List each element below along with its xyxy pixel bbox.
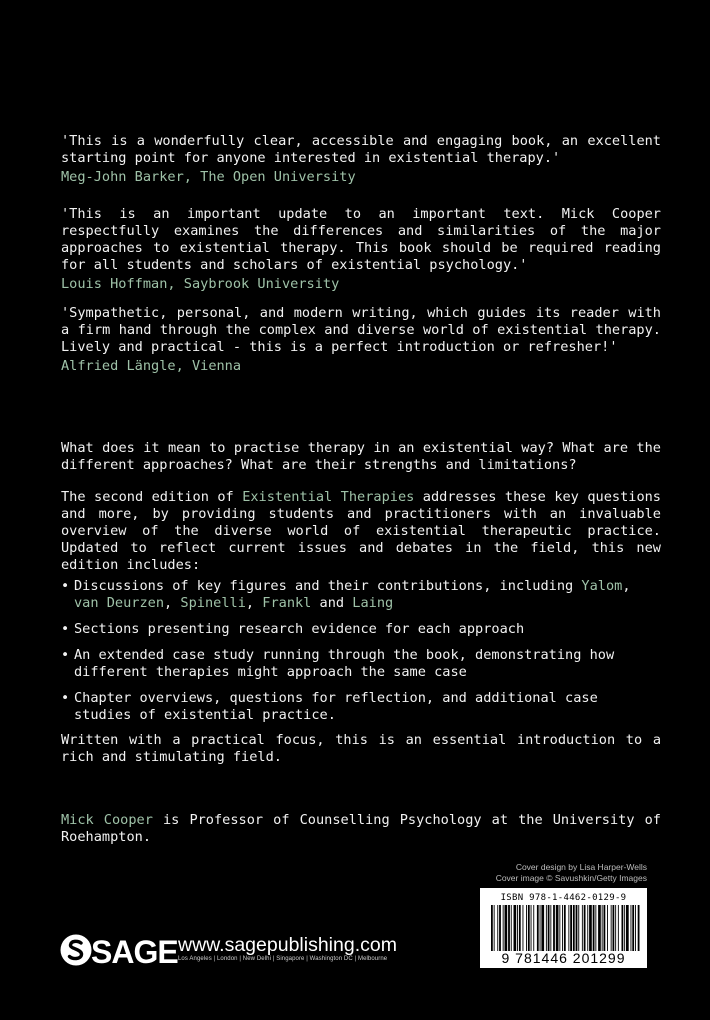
barcode-bar — [514, 905, 517, 951]
barcode-bar — [604, 905, 606, 951]
cover-image-credit: Cover image © Savushkin/Getty Images — [495, 873, 647, 883]
barcode-bar — [638, 905, 640, 951]
barcode-bar — [607, 905, 608, 951]
barcode-bar — [519, 905, 521, 951]
barcode-bar — [624, 905, 625, 951]
barcode-bar — [491, 905, 493, 951]
second-edition-text — [61, 489, 661, 574]
ean-number: 9 781446 201299 — [501, 950, 626, 966]
barcode-bar — [528, 905, 530, 951]
publisher-cities: Los Angeles | London | New Delhi | Singapore | Washington DC | Melbourne — [178, 956, 388, 962]
second-edition-prefix: The second edition of — [61, 489, 243, 505]
bullet-3-text: An extended case study running through the book, demonstrating how different therapies might approach the same case — [74, 647, 615, 680]
barcode-bar — [615, 905, 616, 951]
barcode-bar — [550, 905, 551, 951]
barcode-bar — [568, 905, 569, 951]
publisher-url: www.sagepublishing.com — [178, 934, 397, 956]
separator: , — [622, 578, 631, 594]
barcode-bar — [564, 905, 566, 951]
quote-attribution: Alfried Längle, Vienna — [61, 358, 242, 374]
features-list — [61, 578, 661, 724]
barcode-bar — [582, 905, 583, 951]
barcode-bar — [511, 905, 512, 951]
isbn-label: ISBN 978-1-4462-0129-9 — [500, 893, 627, 903]
sage-logo-text: SAGE — [91, 934, 178, 968]
quote-attribution: Meg-John Barker, The Open University — [61, 169, 356, 185]
barcode-bar — [540, 905, 541, 951]
barcode-bar — [562, 905, 563, 951]
intro-text: What does it mean to practise therapy in an existential way? What are the different approaches? What are their strengths and limitations? — [61, 440, 661, 473]
barcode-bar — [548, 905, 550, 951]
barcode-bar — [508, 905, 510, 951]
barcode-bar — [546, 905, 547, 951]
closing-text: Written with a practical focus, this is an essential introduction to a rich and stimulating field. — [61, 732, 661, 765]
bullet-2-text: Sections presenting research evidence for each approach — [74, 621, 525, 637]
name-frankl: Frankl — [262, 595, 312, 611]
quote-text: 'This is an important update to an important text. Mick Cooper respectfully examines the differences and similarities of the major approaches to existential therapy. This book should be required reading for all students and scholars of existential psychology.' — [61, 206, 661, 273]
author-name: Mick Cooper — [61, 812, 153, 828]
quote-attribution: Louis Hoffman, Saybrook University — [61, 276, 340, 292]
list-item — [61, 647, 661, 681]
barcode-bar — [595, 905, 596, 951]
barcode-bar — [635, 905, 636, 951]
quote-1 — [61, 133, 661, 186]
barcode-bar — [517, 905, 518, 951]
quote-3 — [61, 305, 661, 375]
list-item — [61, 690, 661, 724]
barcode-bar — [593, 905, 595, 951]
barcode-bar — [541, 905, 544, 951]
barcode-bar — [632, 905, 634, 951]
barcode — [480, 888, 647, 968]
second-edition-suffix: addresses these key questions and more, by providing students and practitioners with an invaluable overview of the diverse world of existential therapeutic practice. Updated to reflect current issues and debates in the field, this new edition includes: — [61, 489, 661, 573]
barcode-bar — [589, 905, 592, 951]
barcode-bar — [613, 905, 615, 951]
cover-credits — [496, 862, 647, 884]
barcode-bar — [611, 905, 612, 951]
barcode-bar — [602, 905, 603, 951]
sage-logo — [59, 932, 181, 968]
quote-text: 'This is a wonderfully clear, accessible and engaging book, an excellent starting point for anyone interested in existential therapy.' — [61, 133, 661, 166]
barcode-bar — [570, 905, 572, 951]
list-item — [61, 621, 661, 638]
barcode-bar — [631, 905, 632, 951]
barcode-bar — [537, 905, 539, 951]
name-van-deurzen: van Deurzen — [74, 595, 165, 611]
barcode-bar — [523, 905, 524, 951]
barcode-bars — [490, 905, 640, 951]
barcode-bar — [578, 905, 579, 951]
barcode-bar — [584, 905, 586, 951]
barcode-bar — [499, 905, 501, 951]
barcode-bar — [618, 905, 619, 951]
quote-2 — [61, 206, 661, 293]
barcode-bar — [531, 905, 532, 951]
barcode-bar — [587, 905, 588, 951]
second-edition-paragraph — [61, 489, 661, 574]
name-yalom: Yalom — [581, 578, 623, 594]
barcode-bar — [505, 905, 508, 951]
list-item — [61, 578, 661, 612]
author-bio-text — [61, 812, 661, 846]
barcode-bar — [622, 905, 624, 951]
name-laing: Laing — [352, 595, 394, 611]
author-description: is Professor of Counselling Psychology at the University of Roehampton. — [61, 812, 661, 845]
barcode-bar — [497, 905, 498, 951]
barcode-bar — [533, 905, 534, 951]
separator: , — [164, 595, 181, 611]
closing-paragraph — [61, 732, 661, 766]
separator: , — [245, 595, 263, 611]
barcode-bar — [494, 905, 495, 951]
barcode-bar — [556, 905, 559, 951]
barcode-bar — [598, 905, 601, 951]
barcode-bar — [526, 905, 527, 951]
barcode-bar — [573, 905, 575, 951]
cover-design-credit: Cover design by Lisa Harper-Wells — [515, 862, 647, 872]
name-spinelli: Spinelli — [180, 595, 246, 611]
bullet-4-text: Chapter overviews, questions for reflection, and additional case studies of existential practice. — [74, 690, 598, 723]
barcode-bar — [553, 905, 555, 951]
barcode-bar — [626, 905, 629, 951]
barcode-bar — [503, 905, 504, 951]
author-bio — [61, 812, 661, 846]
book-title: Existential Therapies — [242, 489, 415, 505]
intro-paragraph — [61, 440, 661, 474]
quote-text: 'Sympathetic, personal, and modern writing, which guides its reader with a firm hand through the complex and diverse world of existential therapy. Lively and practical - this is a perfect introduction or refresher!' — [61, 305, 661, 355]
separator: and — [311, 595, 353, 611]
bullet-1-text: Discussions of key figures and their contributions, including — [74, 578, 582, 594]
barcode-bar — [576, 905, 578, 951]
barcode-bar — [559, 905, 560, 951]
